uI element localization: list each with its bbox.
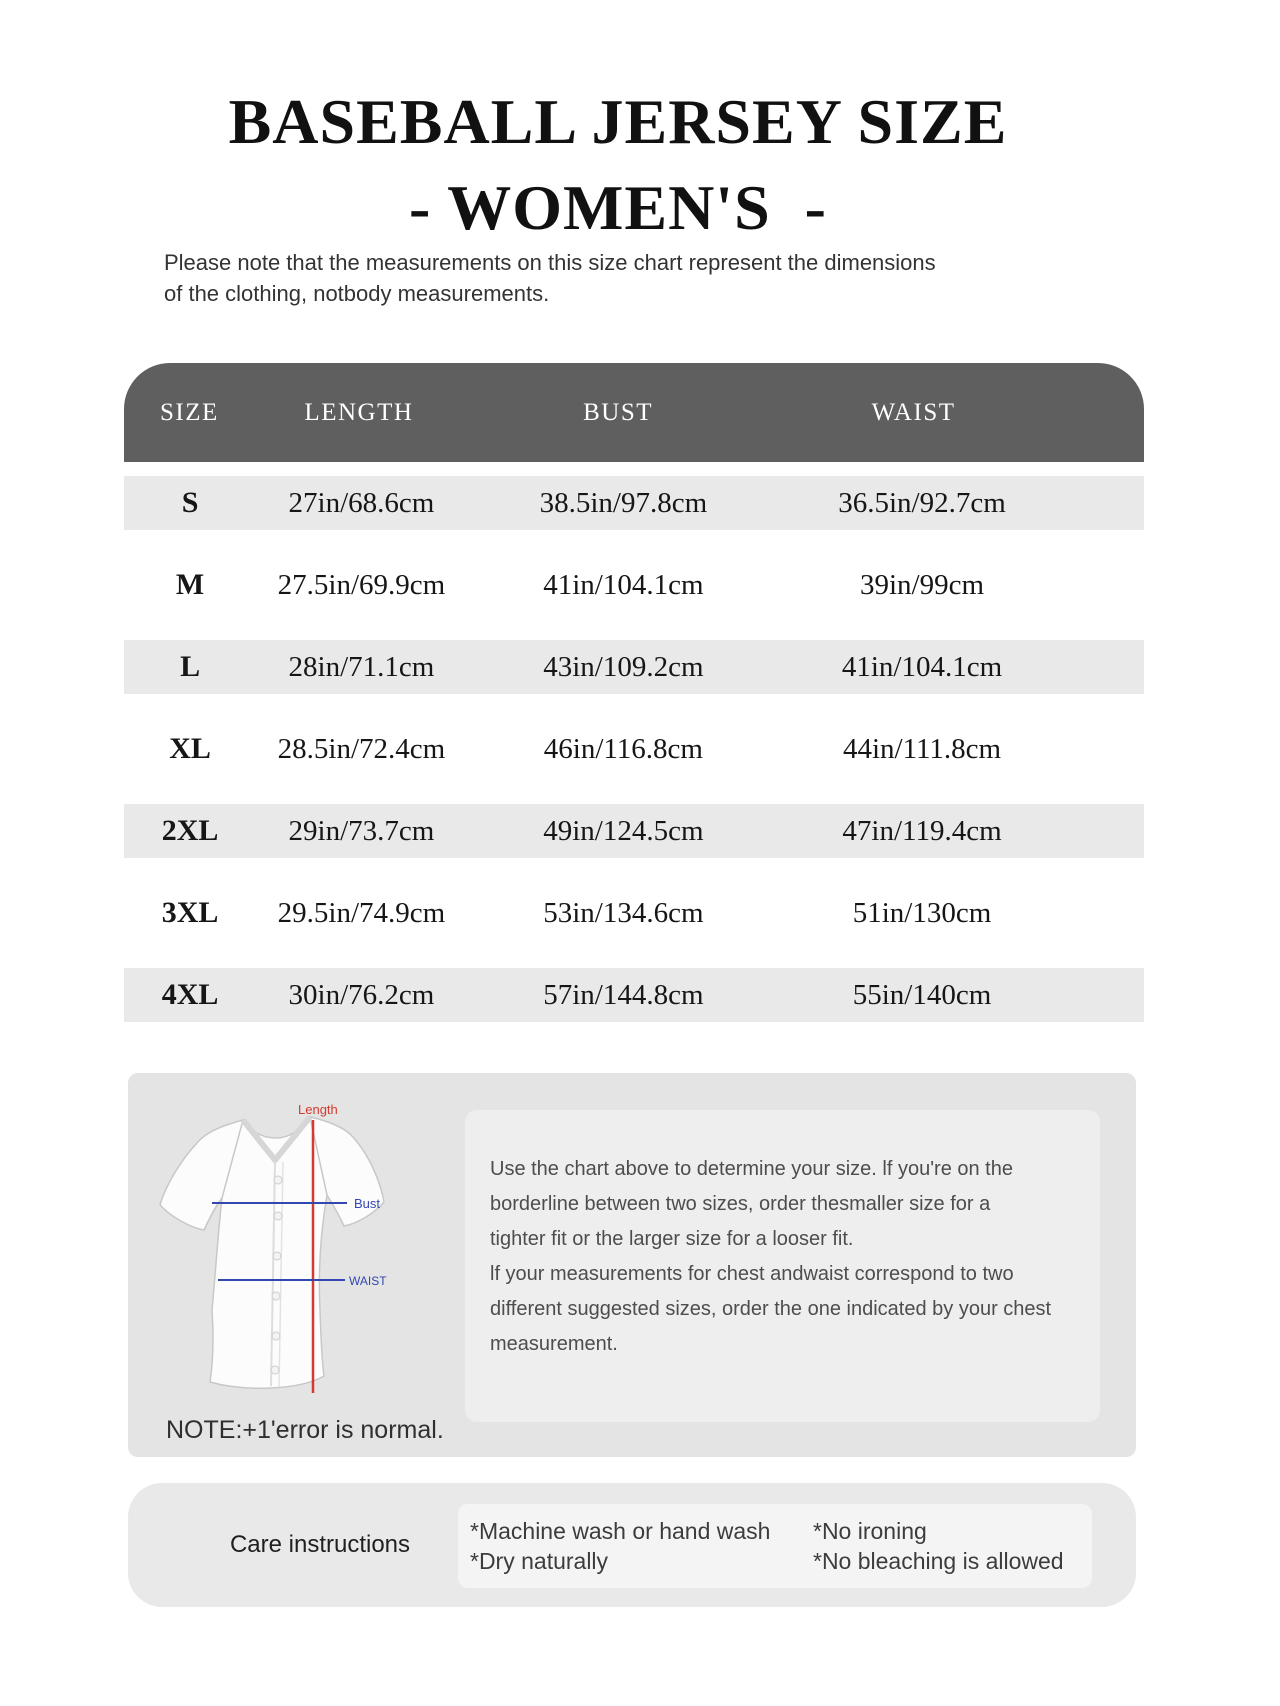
- care-instructions-label: Care instructions: [229, 1531, 411, 1558]
- cell-waist: 41in/104.1cm: [841, 650, 1003, 683]
- title-line-2: - WOMEN'S -: [409, 172, 827, 243]
- cell-length: 28.5in/72.4cm: [277, 732, 446, 765]
- cell-bust: 43in/109.2cm: [543, 650, 704, 683]
- table-row-xl: [124, 708, 1144, 790]
- bust-label: Bust: [354, 1196, 381, 1211]
- cell-bust: 41in/104.1cm: [543, 568, 704, 601]
- cell-size: 4XL: [161, 978, 219, 1011]
- cell-length: 29in/73.7cm: [288, 814, 435, 847]
- cell-waist: 51in/130cm: [852, 896, 992, 929]
- cell-waist: 44in/111.8cm: [842, 732, 1002, 765]
- care-column-1: [458, 1516, 813, 1588]
- title-line-1: BASEBALL JERSEY SIZE: [228, 86, 1008, 157]
- fit-guide-line: lf your measurements for chest andwaist correspond to two: [490, 1263, 1014, 1285]
- jersey-diagram-image: [150, 1100, 390, 1410]
- care-item: *Dry naturally: [470, 1548, 609, 1574]
- fit-guide-line: Use the chart above to determine your size. lf you're on the: [490, 1158, 1013, 1180]
- header-length: LENGTH: [304, 398, 414, 426]
- cell-bust: 53in/134.6cm: [543, 896, 704, 929]
- fit-guide-box: [465, 1110, 1100, 1422]
- intro-line-1: Please note that the measurements on this size chart represent the dimensions: [164, 250, 936, 275]
- table-row-3xl: [124, 872, 1144, 954]
- cell-waist: 39in/99cm: [860, 568, 985, 601]
- length-label: Length: [298, 1102, 338, 1117]
- cell-bust: 57in/144.8cm: [543, 978, 704, 1011]
- fit-guide-line: different suggested sizes, order the one indicated by your chest: [490, 1298, 1052, 1320]
- header-size: SIZE: [160, 398, 219, 426]
- fit-guide-line: measurement.: [490, 1333, 618, 1355]
- fit-guide-line: borderline between two sizes, order thesmaller size for a: [490, 1193, 991, 1215]
- cell-size: 2XL: [161, 814, 219, 847]
- cell-length: 27in/68.6cm: [288, 486, 435, 519]
- care-instructions-box: [458, 1504, 1092, 1588]
- table-row-l: [124, 626, 1144, 708]
- size-table-body: [124, 462, 1144, 1036]
- size-table-header: [124, 363, 1144, 462]
- care-panel: [128, 1483, 1136, 1607]
- table-row-2xl: [124, 790, 1144, 872]
- cell-waist: 36.5in/92.7cm: [838, 486, 1006, 519]
- cell-length: 28in/71.1cm: [288, 650, 435, 683]
- cell-waist: 47in/119.4cm: [842, 814, 1002, 847]
- cell-length: 29.5in/74.9cm: [277, 896, 446, 929]
- cell-size: L: [180, 650, 201, 683]
- table-row-4xl: [124, 954, 1144, 1036]
- table-row-m: [124, 544, 1144, 626]
- cell-bust: 49in/124.5cm: [543, 814, 704, 847]
- cell-waist: 55in/140cm: [852, 978, 992, 1011]
- page-title: [0, 84, 1236, 246]
- header-bust: BUST: [583, 398, 654, 426]
- care-column-2: [813, 1516, 1092, 1588]
- cell-length: 27.5in/69.9cm: [277, 568, 446, 601]
- cell-length: 30in/76.2cm: [288, 978, 435, 1011]
- error-note: NOTE:+1'error is normal.: [166, 1416, 444, 1444]
- care-item: *No ironing: [813, 1518, 927, 1544]
- cell-size: XL: [169, 732, 211, 765]
- intro-line-2: of the clothing, notbody measurements.: [164, 281, 550, 306]
- table-row-s: [124, 462, 1144, 544]
- cell-bust: 46in/116.8cm: [543, 732, 703, 765]
- waist-label: WAIST: [349, 1274, 387, 1288]
- header-waist: WAIST: [871, 398, 956, 426]
- cell-size: S: [181, 486, 199, 519]
- care-item: *No bleaching is allowed: [813, 1548, 1064, 1574]
- cell-size: 3XL: [161, 896, 219, 929]
- cell-size: M: [175, 568, 205, 601]
- fit-guide-line: tighter fit or the larger size for a looser fit.: [490, 1228, 854, 1250]
- cell-bust: 38.5in/97.8cm: [539, 486, 708, 519]
- care-item: *Machine wash or hand wash: [470, 1518, 771, 1544]
- intro-note: [164, 247, 936, 309]
